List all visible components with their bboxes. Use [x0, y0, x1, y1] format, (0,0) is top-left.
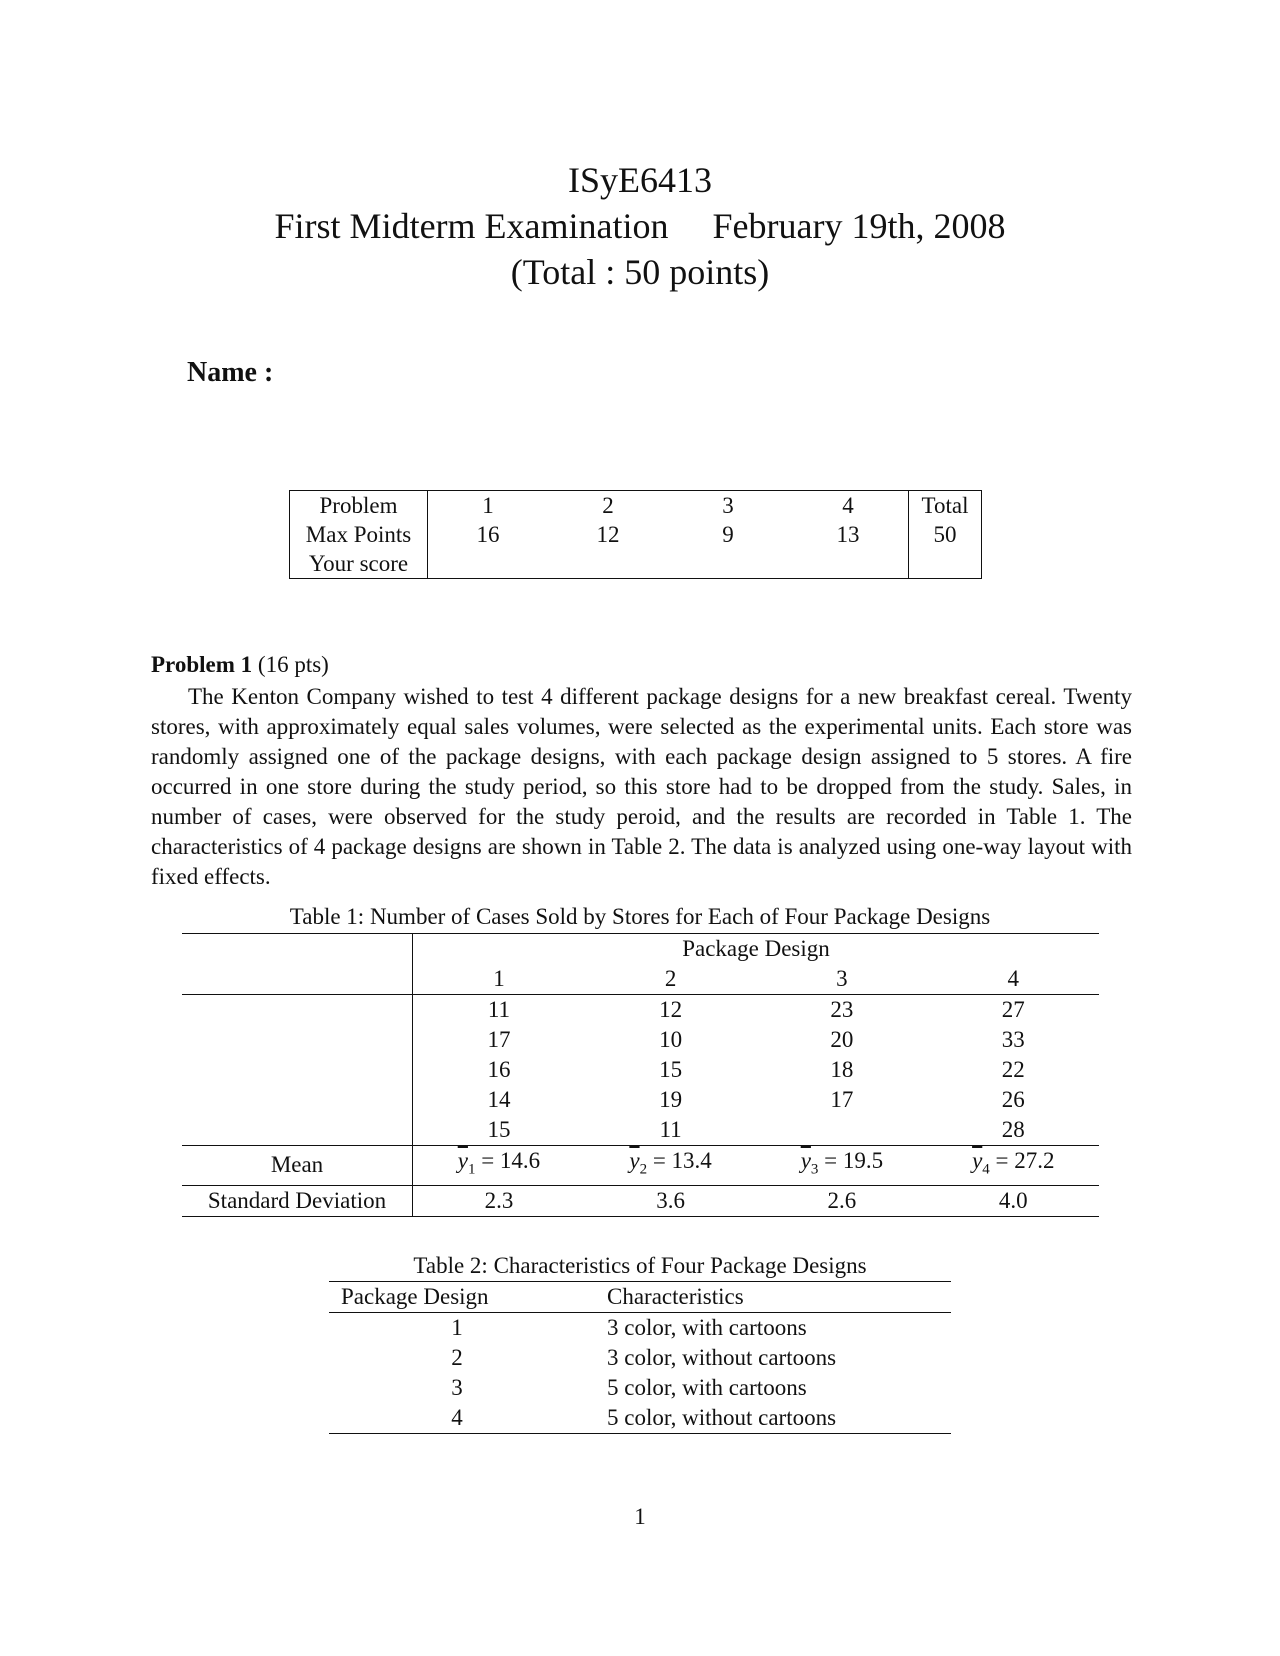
mean-cell: $\overline{y}_2 = 13.4$ — [585, 1146, 756, 1186]
table-1-design-header: 1 — [493, 966, 505, 991]
score-total-label: Total — [909, 491, 982, 521]
problem-1-points: (16 pts) — [257, 652, 329, 677]
table-cell: 3 color, without cartoons — [607, 1345, 837, 1370]
table-cell: 15 — [659, 1057, 683, 1082]
mean-cell: $\overline{y}_4 = 27.2$ — [928, 1146, 1099, 1186]
sd-cell: 4.0 — [928, 1185, 1099, 1216]
table-cell: 20 — [830, 1027, 854, 1052]
table-cell: 27 — [928, 995, 1099, 1026]
table-cell: 19 — [659, 1087, 683, 1112]
table-cell: 16 — [487, 1057, 511, 1082]
table-cell: 33 — [1001, 1027, 1025, 1052]
table-cell: 11 — [659, 1117, 682, 1142]
table-cell: 28 — [1001, 1117, 1025, 1142]
problem-1-text: The Kenton Company wished to test 4 different package designs for a new breakfast cereal. Twenty stores, with approximately equal sales volumes, were selected as the experimental units. Each store was randomly assigned one of the package designs, with each package design assigned to 5 stores. A fire occurred in one store during the study period, so this store had to be dropped from the study. Sales, in number of cases, were observed for the study peroid, and the results are recorded in Table 1. The characteristics of 4 package designs are shown in Table 2. The data is analyzed using one-way layout with fixed effects. — [151, 684, 1132, 889]
problem-1-title: Problem 1 — [151, 652, 253, 677]
table-cell: 3 — [451, 1375, 463, 1400]
problem-1-heading — [151, 652, 329, 678]
mean-row — [182, 1146, 1099, 1186]
table-row — [329, 1313, 951, 1344]
table-row — [182, 1025, 1099, 1055]
table-1 — [182, 933, 1099, 1217]
course-title: ISyE6413 — [568, 160, 712, 200]
your-score-1[interactable] — [428, 549, 549, 579]
max-points-4: 13 — [836, 521, 860, 547]
score-problem-2: 2 — [548, 491, 668, 521]
your-score-3[interactable] — [668, 549, 788, 579]
table-1-design-header: 4 — [1007, 966, 1020, 991]
score-problem-3: 3 — [668, 491, 788, 521]
your-score-2[interactable] — [548, 549, 668, 579]
table-1-group-header: Package Design — [413, 934, 1100, 965]
table-cell: 18 — [830, 1057, 854, 1082]
score-row-label: Your score — [290, 549, 428, 579]
table-row — [329, 1343, 951, 1373]
table-cell — [756, 1115, 927, 1146]
mean-cell: $\overline{y}_3 = 19.5$ — [756, 1146, 927, 1186]
table-1-design-header: 2 — [664, 966, 677, 991]
table-2-header-characteristics: Characteristics — [585, 1282, 951, 1313]
mean-cell: $\overline{y}_1 = 14.6$ — [413, 1146, 585, 1186]
table-row — [182, 1115, 1099, 1146]
table-cell: 11 — [413, 995, 585, 1026]
table-cell: 3 color, with cartoons — [585, 1313, 951, 1344]
table-cell: 5 color, without cartoons — [585, 1403, 951, 1434]
table-2-caption: Table 2: Characteristics of Four Package Designs — [413, 1253, 867, 1278]
score-problem-1: 1 — [428, 491, 549, 521]
table-cell: 4 — [329, 1403, 585, 1434]
table-cell: 26 — [1001, 1087, 1025, 1112]
page-number: 1 — [634, 1504, 646, 1529]
score-table — [289, 490, 982, 579]
table-cell: 17 — [830, 1087, 854, 1112]
name-label: Name : — [187, 357, 274, 388]
score-row-label: Max Points — [290, 520, 428, 549]
your-score-total[interactable] — [909, 549, 982, 579]
max-points-3: 9 — [722, 521, 734, 547]
score-problem-4: 4 — [788, 491, 909, 521]
exam-date: February 19th, 2008 — [712, 206, 1006, 246]
max-points-2: 12 — [596, 521, 620, 547]
table-1-design-header: 3 — [836, 966, 848, 991]
exam-name: First Midterm Examination — [274, 206, 669, 246]
table-cell: 22 — [1001, 1057, 1025, 1082]
exam-title — [0, 204, 1280, 248]
table-row — [182, 1055, 1099, 1085]
score-row-label: Problem — [290, 491, 428, 521]
max-points-1: 16 — [476, 521, 500, 547]
table-row — [329, 1403, 951, 1434]
sd-cell: 2.6 — [756, 1185, 927, 1216]
table-cell: 15 — [487, 1117, 511, 1142]
sd-cell: 2.3 — [413, 1185, 585, 1216]
table-2-header-design: Package Design — [329, 1282, 585, 1313]
table-cell: 10 — [659, 1027, 683, 1052]
table-cell: 12 — [585, 995, 756, 1026]
sd-label: Standard Deviation — [182, 1185, 413, 1216]
table-row — [329, 1373, 951, 1403]
table-cell: 17 — [487, 1027, 511, 1052]
sd-cell: 3.6 — [585, 1185, 756, 1216]
table-cell: 14 — [487, 1087, 511, 1112]
sd-row — [182, 1185, 1099, 1216]
table-row — [182, 995, 1099, 1026]
max-points-total: 50 — [909, 520, 982, 549]
table-cell: 1 — [329, 1313, 585, 1344]
table-cell: 23 — [756, 995, 927, 1026]
table-row — [182, 1085, 1099, 1115]
table-cell: 2 — [451, 1345, 463, 1370]
mean-label: Mean — [182, 1146, 413, 1186]
table-2 — [329, 1281, 951, 1434]
your-score-4[interactable] — [788, 549, 909, 579]
table-cell: 5 color, with cartoons — [607, 1375, 807, 1400]
exam-total: (Total : 50 points) — [510, 252, 770, 292]
table-1-caption: Table 1: Number of Cases Sold by Stores for Each of Four Package Designs — [289, 904, 991, 929]
